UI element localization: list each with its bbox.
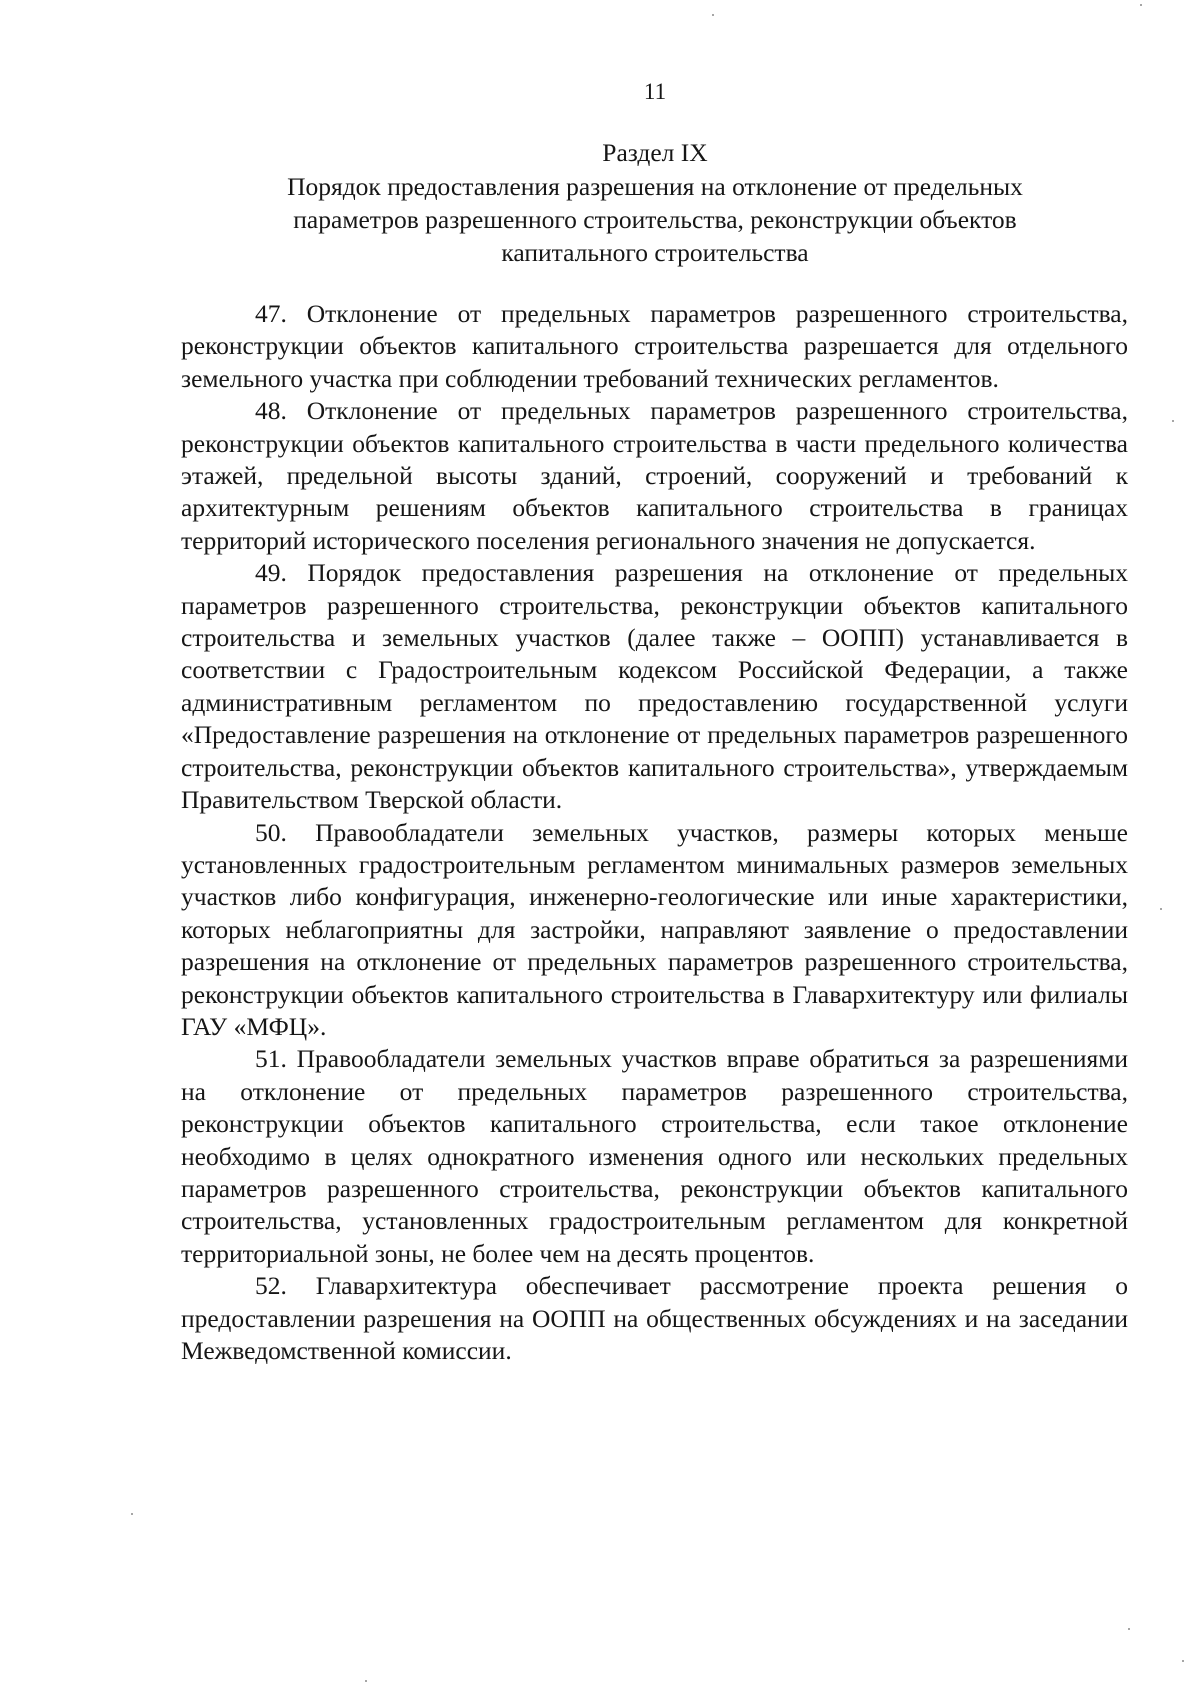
scan-speck	[365, 1680, 367, 1682]
paragraph-51: 51. Правообладатели земельных участков вправе обратиться за разрешениями на отклонение от предельных параметров разрешенного строительства, реконструкции объектов капитального строительства, если такое отклонение необходимо в целях однократного изменения одного или нескольких предельных параметров разрешенного строительства, реконструкции объектов капитального строительства, установленных градостроительным регламентом для конкретной территориальной зоны, не более чем на десять процентов.	[181, 1044, 1128, 1268]
document-body	[181, 298, 1128, 1367]
scan-speck	[712, 14, 714, 16]
scan-speck	[1182, 1660, 1184, 1662]
scan-speck	[1160, 908, 1162, 910]
paragraph-52: 52. Главархитектура обеспечивает рассмотрение проекта решения о предоставлении разрешения на ООПП на общественных обсуждениях и на заседании Межведомственной комиссии.	[181, 1271, 1128, 1365]
section-title: Порядок предоставления разрешения на отклонение от предельных параметров разрешенного строительства, реконструкции объектов капитального строительства	[287, 172, 1023, 267]
paragraph-47: 47. Отклонение от предельных параметров разрешенного строительства, реконструкции объектов капитального строительства разрешается для отдельного земельного участка при соблюдении требований технических регламентов.	[181, 299, 1128, 393]
page-number: 11	[643, 79, 667, 104]
scan-speck	[1140, 4, 1142, 6]
scan-speck	[1172, 420, 1174, 422]
scan-speck	[131, 1513, 133, 1515]
scan-speck	[1128, 1628, 1130, 1630]
section-label: Раздел IX	[602, 138, 708, 167]
section-heading	[200, 136, 1110, 269]
paragraph-50: 50. Правообладатели земельных участков, размеры которых меньше установленных градостроительным регламентом минимальных размеров земельных участков либо конфигурация, инженерно-геологические или иные характеристики, которых неблагоприятны для застройки, направляют заявление о предоставлении разрешения на отклонение от предельных параметров разрешенного строительства, реконструкции объектов капитального строительства в Главархитектуру или филиалы ГАУ «МФЦ».	[181, 817, 1128, 1041]
paragraph-49: 49. Порядок предоставления разрешения на отклонение от предельных параметров разрешенного строительства, реконструкции объектов капитального строительства и земельных участков (далее также – ООПП) устанавливается в соответствии с Градостроительным кодексом Российской Федерации, а также административным регламентом по предоставлению государственной услуги «Предоставление разрешения на отклонение от предельных параметров разрешенного строительства, реконструкции объектов капитального строительства», утверждаемым Правительством Тверской области.	[181, 558, 1128, 815]
paragraph-48: 48. Отклонение от предельных параметров разрешенного строительства, реконструкции объектов капитального строительства в части предельного количества этажей, предельной высоты зданий, строений, сооружений и требований к архитектурным решениям объектов капитального строительства в границах территорий исторического поселения регионального значения не допускается.	[181, 396, 1128, 555]
